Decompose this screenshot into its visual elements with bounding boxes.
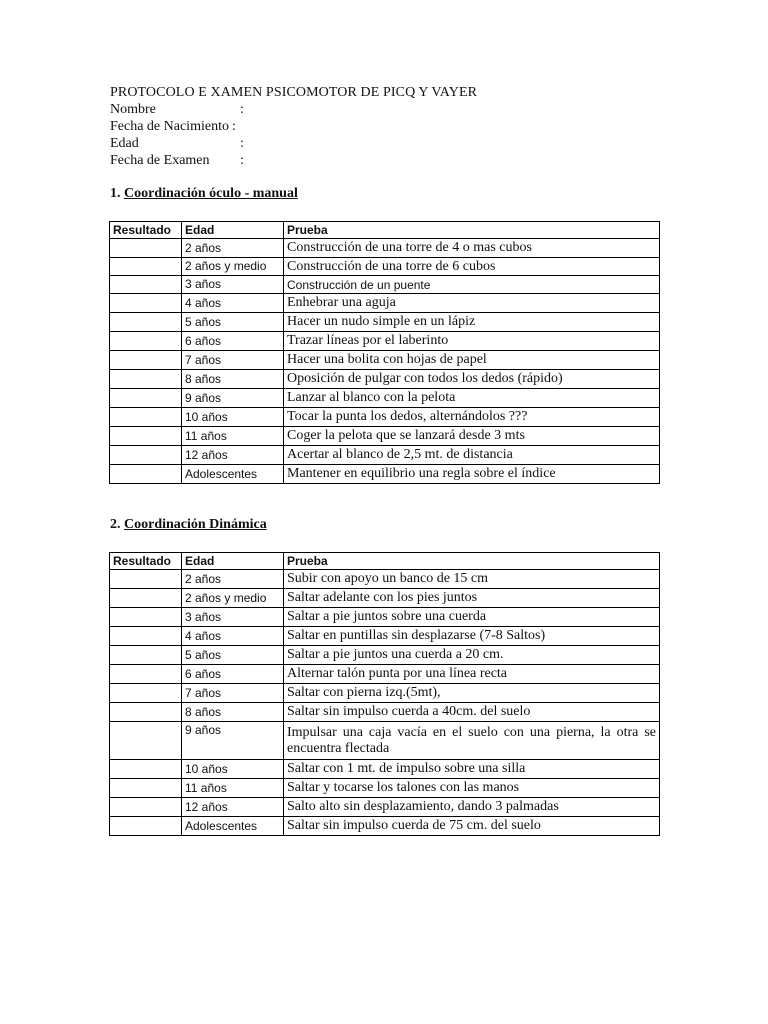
table-row [110,332,660,351]
edad-cell: 3 años [182,608,284,627]
section-title-coordinacion-oculo-manual [110,186,298,202]
prueba-cell: Saltar en puntillas sin desplazarse (7-8 Saltos) [284,627,660,646]
column-header-resultado: Resultado [110,222,182,239]
table-row [110,684,660,703]
prueba-cell: Hacer un nudo simple en un lápiz [284,313,660,332]
oculo-manual-table [109,221,660,484]
table-row [110,703,660,722]
prueba-cell: Hacer una bolita con hojas de papel [284,351,660,370]
prueba-cell: Saltar con pierna izq.(5mt), [284,684,660,703]
table-row [110,239,660,258]
edad-cell: 8 años [182,703,284,722]
table-row [110,722,660,760]
edad-cell: 5 años [182,313,284,332]
table-row [110,646,660,665]
section-name: Coordinación óculo - manual [124,186,298,201]
column-header-resultado: Resultado [110,553,182,570]
resultado-cell[interactable] [110,389,182,408]
table-row [110,389,660,408]
resultado-cell[interactable] [110,627,182,646]
table-row [110,465,660,484]
resultado-cell[interactable] [110,332,182,351]
edad-cell: 2 años y medio [182,258,284,276]
table-row [110,627,660,646]
field-colon: : [232,119,236,134]
prueba-cell: Saltar sin impulso cuerda de 75 cm. del suelo [284,817,660,836]
field-edad [110,135,477,152]
prueba-cell: Saltar con 1 mt. de impulso sobre una silla [284,760,660,779]
resultado-cell[interactable] [110,465,182,484]
resultado-cell[interactable] [110,276,182,294]
prueba-cell: Mantener en equilibrio una regla sobre el índice [284,465,660,484]
table-row [110,446,660,465]
column-header-edad: Edad [182,222,284,239]
edad-cell: 10 años [182,760,284,779]
edad-cell: 9 años [182,389,284,408]
field-colon: : [240,153,244,168]
prueba-cell: Coger la pelota que se lanzará desde 3 mts [284,427,660,446]
prueba-cell: Oposición de pulgar con todos los dedos (rápido) [284,370,660,389]
resultado-cell[interactable] [110,798,182,817]
edad-cell: Adolescentes [182,817,284,836]
resultado-cell[interactable] [110,446,182,465]
prueba-cell: Saltar y tocarse los talones con las manos [284,779,660,798]
edad-cell: 11 años [182,427,284,446]
prueba-cell: Saltar a pie juntos una cuerda a 20 cm. [284,646,660,665]
resultado-cell[interactable] [110,313,182,332]
field-label: Fecha de Nacimiento [110,119,229,134]
resultado-cell[interactable] [110,760,182,779]
field-fecha-examen [110,152,477,169]
resultado-cell[interactable] [110,570,182,589]
field-colon: : [240,136,244,151]
edad-cell: 6 años [182,665,284,684]
edad-cell: 6 años [182,332,284,351]
field-fecha-nacimiento [110,118,477,135]
prueba-cell: Salto alto sin desplazamiento, dando 3 palmadas [284,798,660,817]
resultado-cell[interactable] [110,684,182,703]
resultado-cell[interactable] [110,258,182,276]
coordinacion-dinamica-table [109,552,660,836]
column-header-edad: Edad [182,553,284,570]
resultado-cell[interactable] [110,608,182,627]
table-row [110,294,660,313]
table-row [110,276,660,294]
table-row [110,817,660,836]
field-label: Nombre [110,102,156,117]
edad-cell: 7 años [182,351,284,370]
edad-cell: Adolescentes [182,465,284,484]
section-number: 1. [110,186,121,201]
table-row [110,665,660,684]
resultado-cell[interactable] [110,646,182,665]
edad-cell: 2 años y medio [182,589,284,608]
table-row [110,370,660,389]
prueba-cell: Lanzar al blanco con la pelota [284,389,660,408]
prueba-cell: Tocar la punta los dedos, alternándolos ??? [284,408,660,427]
edad-cell: 2 años [182,570,284,589]
column-header-prueba: Prueba [284,553,660,570]
edad-cell: 5 años [182,646,284,665]
section-name: Coordinación Dinámica [124,517,267,532]
resultado-cell[interactable] [110,665,182,684]
edad-cell: 12 años [182,798,284,817]
field-label: Fecha de Examen [110,153,210,168]
prueba-cell: Construcción de un puente [284,276,660,294]
prueba-cell: Saltar adelante con los pies juntos [284,589,660,608]
table-row [110,427,660,446]
prueba-cell: Impulsar una caja vacía en el suelo con una pierna, la otra se encuentra flectada [284,722,660,760]
section-title-coordinacion-dinamica [110,517,267,533]
edad-cell: 4 años [182,627,284,646]
resultado-cell[interactable] [110,370,182,389]
resultado-cell[interactable] [110,351,182,370]
edad-cell: 12 años [182,446,284,465]
table-row [110,408,660,427]
table-row [110,570,660,589]
edad-cell: 8 años [182,370,284,389]
table-header-row [110,222,660,239]
field-label: Edad [110,136,139,151]
protocol-header [110,84,477,169]
edad-cell: 3 años [182,276,284,294]
field-colon: : [240,102,244,117]
table-row [110,760,660,779]
prueba-cell: Alternar talón punta por una línea recta [284,665,660,684]
resultado-cell[interactable] [110,589,182,608]
resultado-cell[interactable] [110,427,182,446]
prueba-cell: Saltar sin impulso cuerda a 40cm. del suelo [284,703,660,722]
resultado-cell[interactable] [110,239,182,258]
resultado-cell[interactable] [110,294,182,313]
table-row [110,779,660,798]
document-title: PROTOCOLO E XAMEN PSICOMOTOR DE PICQ Y VAYER [110,85,478,100]
edad-cell: 11 años [182,779,284,798]
prueba-cell: Enhebrar una aguja [284,294,660,313]
prueba-cell: Saltar a pie juntos sobre una cuerda [284,608,660,627]
resultado-cell[interactable] [110,779,182,798]
edad-cell: 2 años [182,239,284,258]
edad-cell: 7 años [182,684,284,703]
resultado-cell[interactable] [110,408,182,427]
table-row [110,351,660,370]
prueba-cell: Construcción de una torre de 6 cubos [284,258,660,276]
resultado-cell[interactable] [110,722,182,760]
prueba-cell: Subir con apoyo un banco de 15 cm [284,570,660,589]
field-nombre [110,101,477,118]
resultado-cell[interactable] [110,703,182,722]
table-row [110,608,660,627]
edad-cell: 10 años [182,408,284,427]
table-row [110,798,660,817]
table-row [110,258,660,276]
table-row [110,313,660,332]
table-row [110,589,660,608]
edad-cell: 9 años [182,722,284,760]
prueba-cell: Trazar líneas por el laberinto [284,332,660,351]
column-header-prueba: Prueba [284,222,660,239]
section-number: 2. [110,517,121,532]
edad-cell: 4 años [182,294,284,313]
table-header-row [110,553,660,570]
prueba-cell: Construcción de una torre de 4 o mas cubos [284,239,660,258]
prueba-cell: Acertar al blanco de 2,5 mt. de distancia [284,446,660,465]
resultado-cell[interactable] [110,817,182,836]
